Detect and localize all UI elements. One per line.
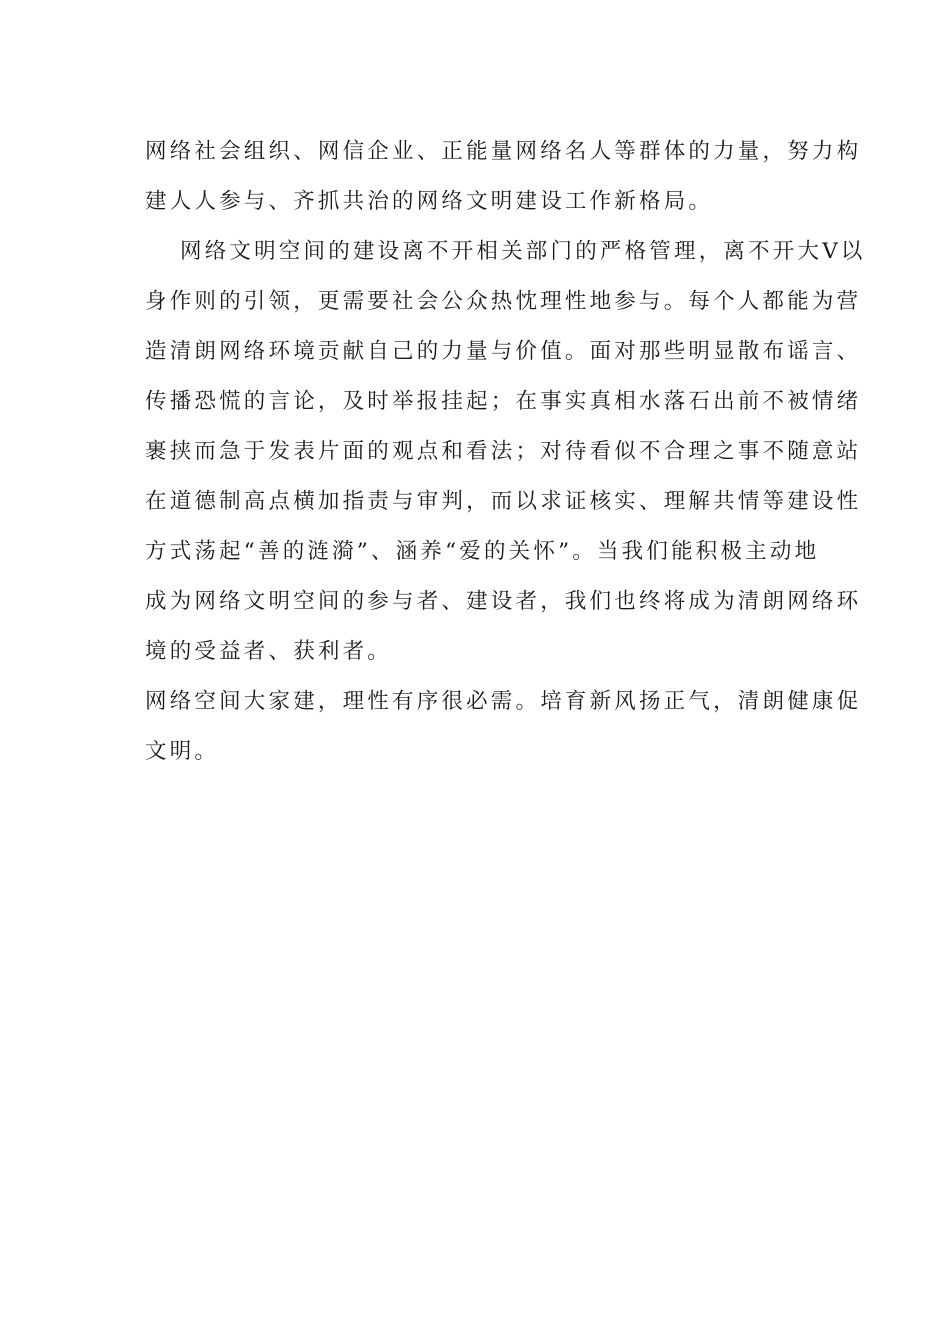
paragraph-3-line-1: 网络空间大家建，理性有序很必需。培育新风扬正气，清朗健康促 <box>145 689 862 714</box>
paragraph-2-line-3: 造清朗网络环境贡献自己的力量与价值。面对那些明显散布谣言、 <box>145 339 862 364</box>
paragraph-3-line-2: 文明。 <box>145 739 220 764</box>
paragraph-2-line-5: 裹挟而急于发表片面的观点和看法；对待看似不合理之事不随意站 <box>145 439 862 464</box>
paragraph-1-line-2: 建人人参与、齐抓共治的网络文明建设工作新格局。 <box>145 189 714 214</box>
paragraph-2-line-9: 境的受益者、获利者。 <box>145 639 393 664</box>
paragraph-2-line-1: 网络文明空间的建设离不开相关部门的严格管理，离不开大Ⅴ以 <box>180 239 866 264</box>
paragraph-2-line-8: 成为网络文明空间的参与者、建设者，我们也终将成为清朗网络环 <box>145 589 862 614</box>
paragraph-1-line-1: 网络社会组织、网信企业、正能量网络名人等群体的力量，努力构 <box>145 139 862 164</box>
paragraph-2-line-2: 身作则的引领，更需要社会公众热忱理性地参与。每个人都能为营 <box>145 289 862 314</box>
paragraph-2-line-7: 方式荡起“善的涟漪”、涵养“爱的关怀”。当我们能积极主动地 <box>145 539 820 564</box>
paragraph-2-line-4: 传播恐慌的言论，及时举报挂起；在事实真相水落石出前不被情绪 <box>145 389 862 414</box>
paragraph-2-line-6: 在道德制高点横加指责与审判，而以求证核实、理解共情等建设性 <box>145 489 862 514</box>
